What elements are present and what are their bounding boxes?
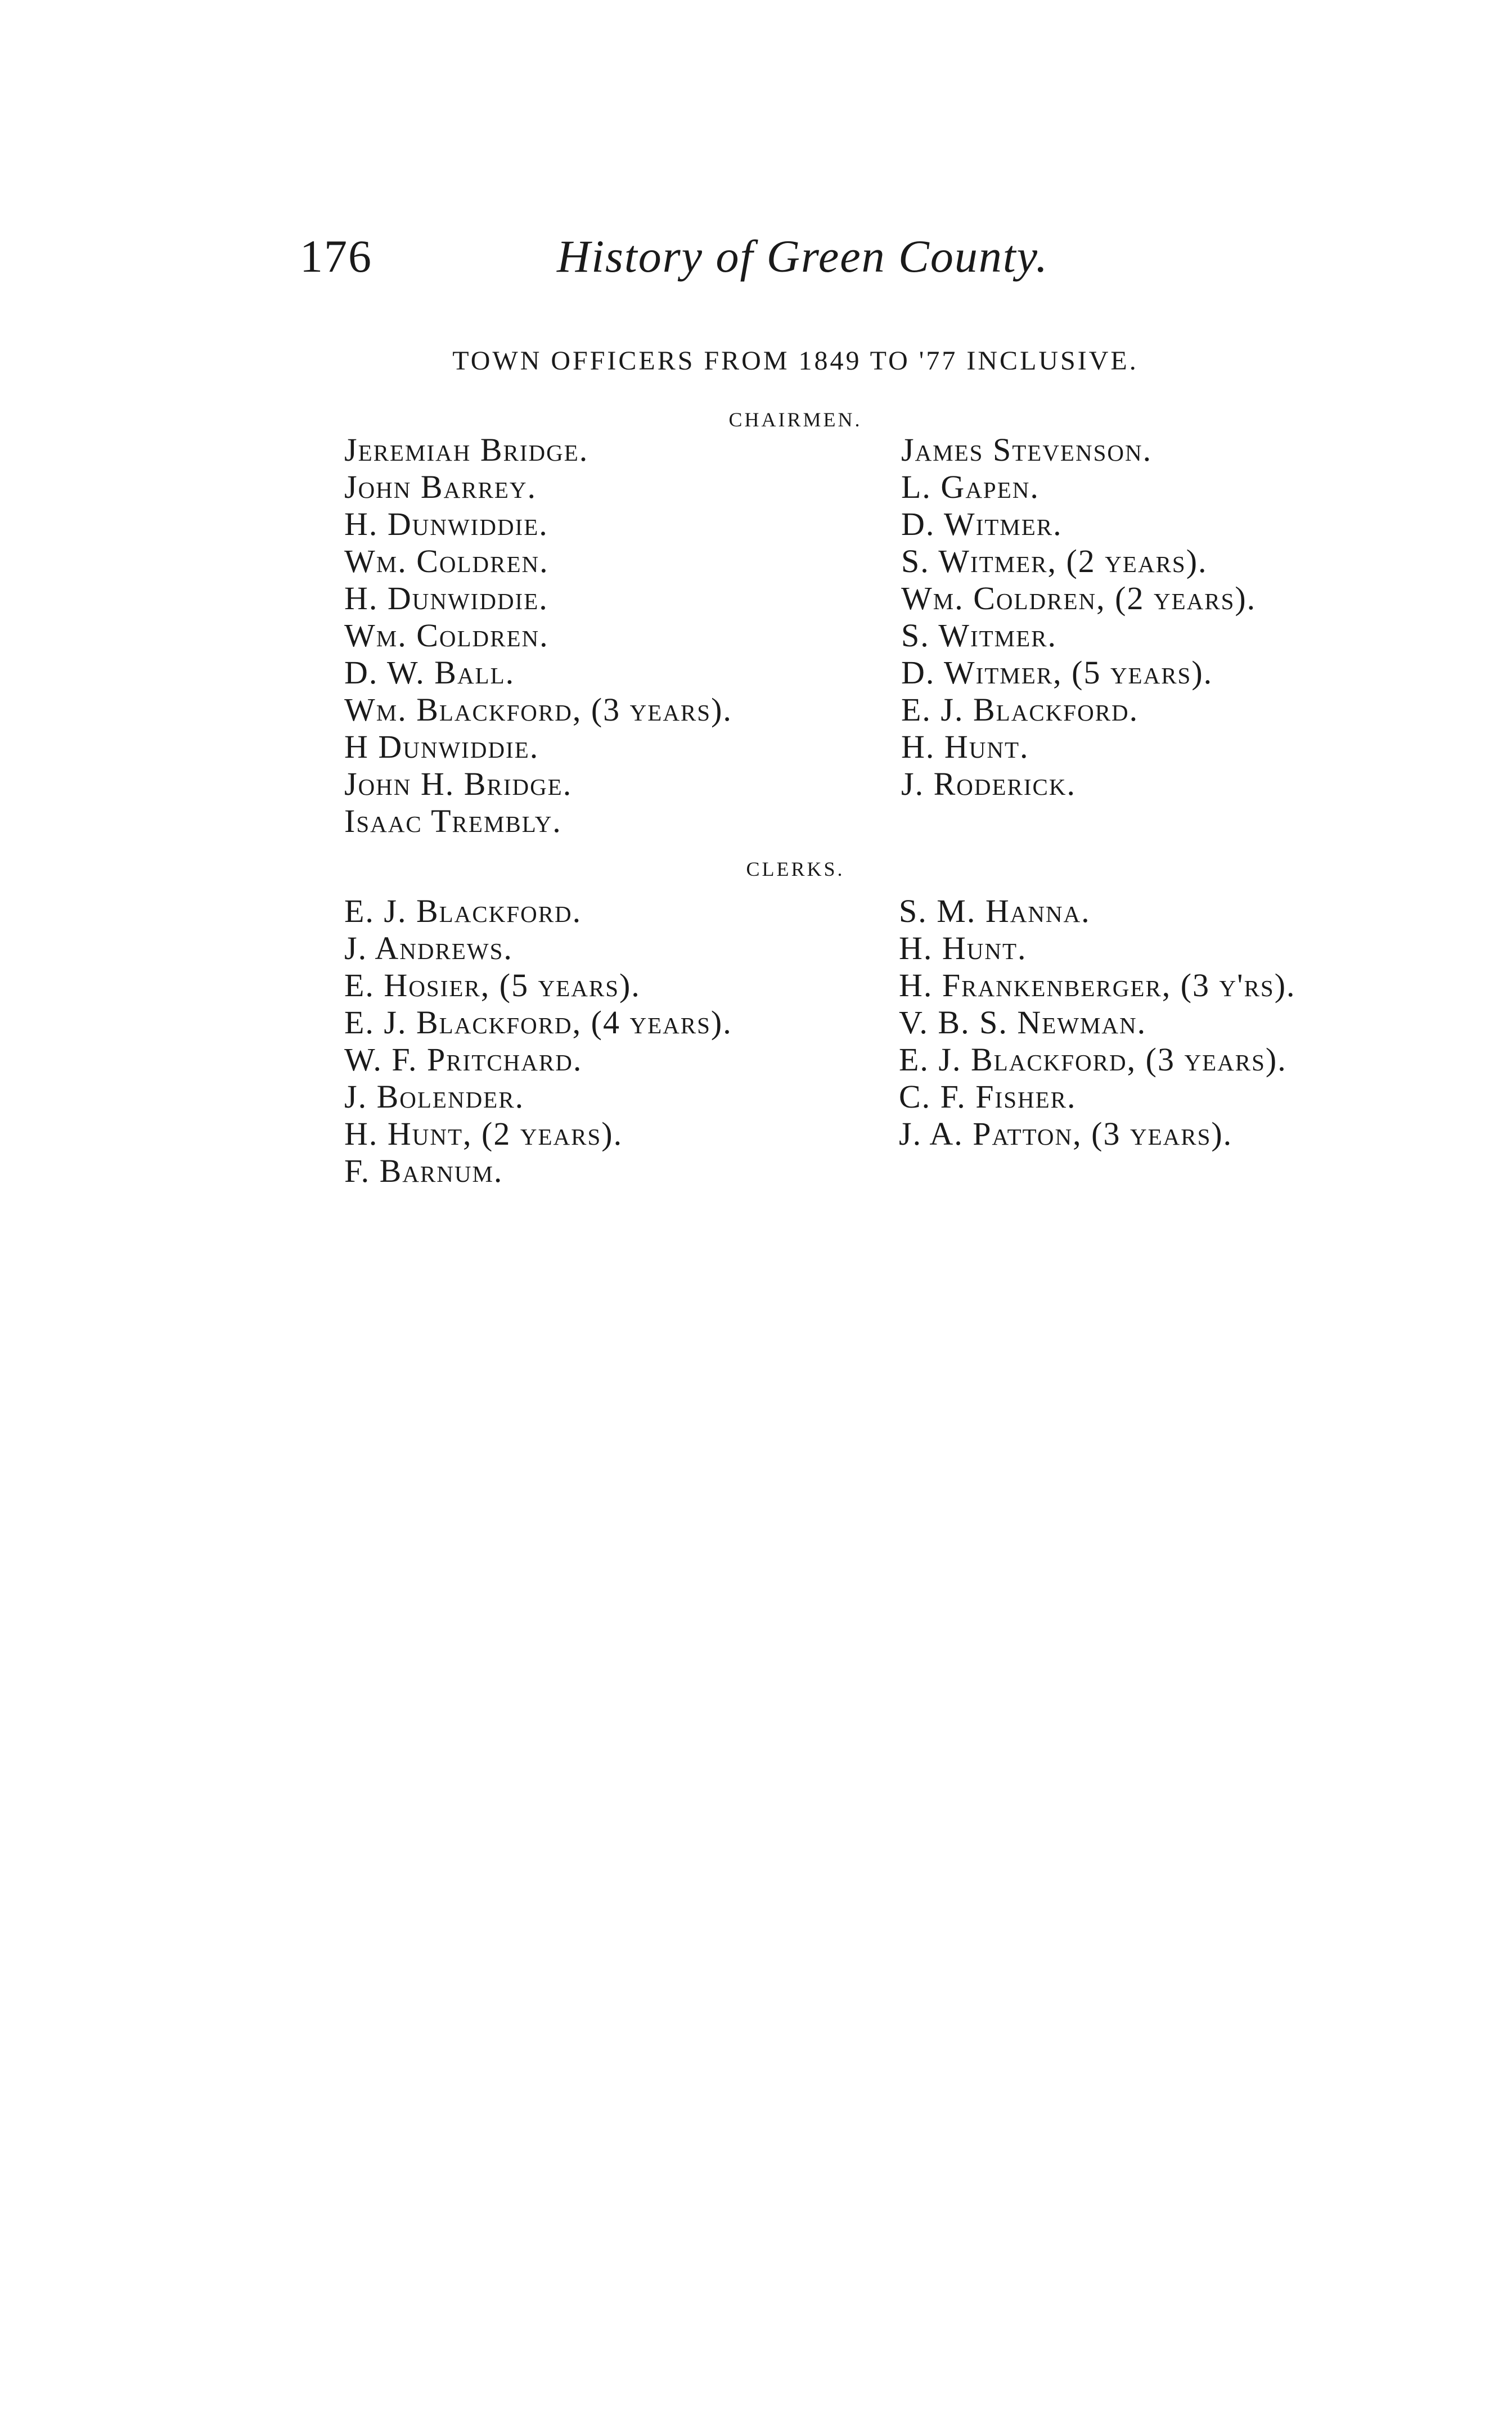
chairman-entry: D. W. Ball. <box>344 654 515 691</box>
chairman-entry: Wm. Coldren, (2 years). <box>901 580 1257 616</box>
chairman-entry: Wm. Coldren. <box>344 543 549 579</box>
clerk-entry: E. J. Blackford. <box>344 893 582 929</box>
clerk-entry: J. Bolender. <box>344 1078 525 1115</box>
chairman-entry: S. Witmer. <box>901 617 1057 654</box>
clerk-entry: E. J. Blackford, (3 years). <box>899 1041 1287 1078</box>
clerk-entry: C. F. Fisher. <box>899 1078 1077 1115</box>
chairman-entry: H Dunwiddie. <box>344 728 539 765</box>
chairman-entry: Wm. Blackford, (3 years). <box>344 691 732 728</box>
chairman-entry: John H. Bridge. <box>344 766 573 802</box>
chairman-entry: E. J. Blackford. <box>901 691 1139 728</box>
clerk-entry: H. Hunt. <box>899 930 1027 966</box>
clerk-entry: H. Hunt, (2 years). <box>344 1115 623 1152</box>
chairman-entry: L. Gapen. <box>901 469 1040 505</box>
chairman-entry: H. Dunwiddie. <box>344 506 548 542</box>
chairman-entry: H. Hunt. <box>901 728 1029 765</box>
clerk-entry: F. Barnum. <box>344 1153 503 1189</box>
running-title: History of Green County. <box>557 231 1049 282</box>
chairman-entry: D. Witmer, (5 years). <box>901 654 1213 691</box>
section-title: TOWN OFFICERS FROM 1849 TO '77 INCLUSIVE. <box>452 346 1138 376</box>
chairman-entry: James Stevenson. <box>901 431 1153 468</box>
chairmen-right-list <box>901 431 1256 803</box>
clerk-entry: J. A. Patton, (3 years). <box>899 1115 1233 1152</box>
chairman-entry: Isaac Trembly. <box>344 803 562 839</box>
chairman-entry: Jeremiah Bridge. <box>344 431 589 468</box>
clerks-right-list <box>899 893 1296 1153</box>
chairman-entry: J. Roderick. <box>901 766 1076 802</box>
clerk-entry: E. J. Blackford, (4 years). <box>344 1004 732 1041</box>
chairman-entry: John Barrey. <box>344 469 537 505</box>
chairman-entry: D. Witmer. <box>901 506 1063 542</box>
clerk-entry: S. M. Hanna. <box>899 893 1091 929</box>
chairman-entry: H. Dunwiddie. <box>344 580 548 616</box>
chairman-entry: Wm. Coldren. <box>344 617 549 654</box>
clerk-entry: E. Hosier, (5 years). <box>344 967 641 1004</box>
chairmen-left-list <box>344 431 732 840</box>
clerk-entry: W. F. Pritchard. <box>344 1041 583 1078</box>
chairman-entry: S. Witmer, (2 years). <box>901 543 1208 579</box>
clerk-entry: V. B. S. Newman. <box>899 1004 1147 1041</box>
clerks-heading: CLERKS. <box>746 858 845 880</box>
chairmen-heading: CHAIRMEN. <box>728 408 862 431</box>
clerk-entry: J. Andrews. <box>344 930 513 966</box>
clerks-left-list <box>344 893 732 1190</box>
page-number: 176 <box>300 231 372 282</box>
clerk-entry: H. Frankenberger, (3 y'rs). <box>899 967 1296 1004</box>
